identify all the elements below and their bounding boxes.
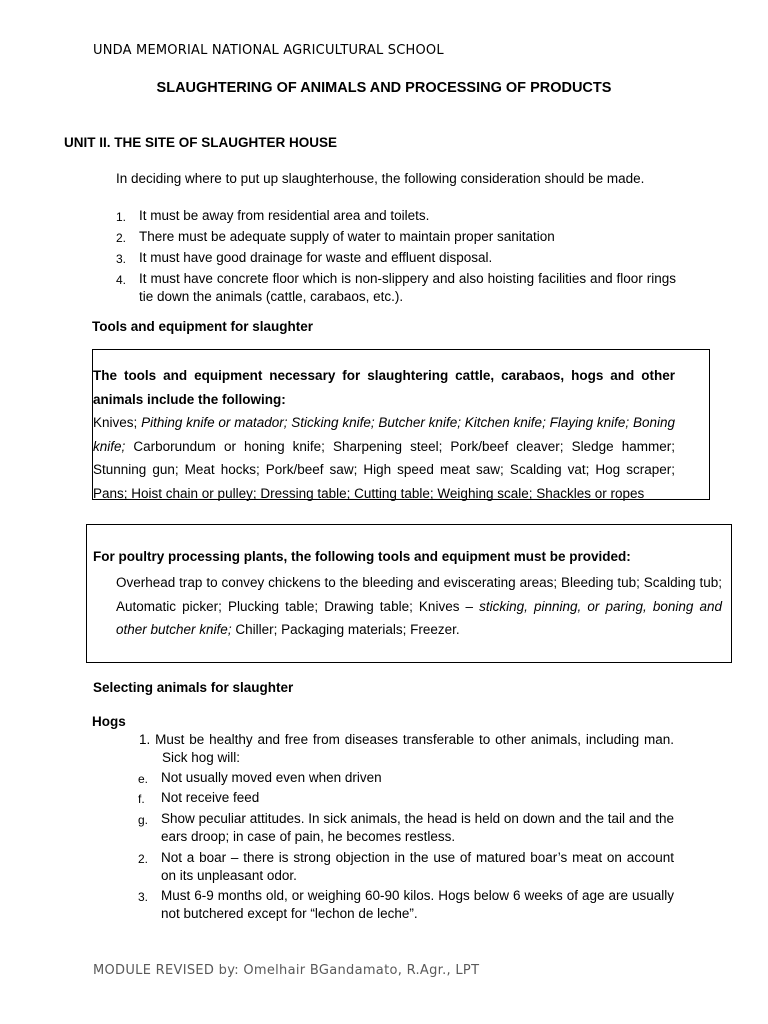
hog-item: [138, 789, 674, 808]
unit-intro: In deciding where to put up slaughterhouse, the following consideration should be made.: [116, 171, 645, 186]
slaughter-tools-intro: The tools and equipment necessary for slaughtering cattle, carabaos, hogs and other animals include the following:: [93, 368, 675, 407]
hog-item-marker: 3.: [138, 890, 149, 904]
site-item: [116, 270, 676, 306]
hog-item: [138, 849, 674, 885]
hog-item-marker: 2.: [138, 852, 149, 866]
hog-item-text: Not a boar – there is strong objection in the use of matured boar’s meat on account on its unpleasant odor.: [161, 850, 674, 883]
slaughter-tools-text: [93, 364, 675, 505]
document-title: SLAUGHTERING OF ANIMALS AND PROCESSING OF PRODUCTS: [156, 80, 612, 96]
poultry-tools-list: Overhead trap to convey chickens to the bleeding and eviscerating areas; Bleeding tub; Scalding tub; Automatic picker; Plucking table; Drawing table; Knives –: [116, 575, 722, 614]
knives-label: Knives;: [93, 415, 142, 430]
hog-item: [138, 769, 674, 788]
site-item-text: It must be away from residential area and toilets.: [139, 208, 430, 223]
site-item-text: It must have good drainage for waste and effluent disposal.: [139, 250, 493, 265]
hog-item-text: Not receive feed: [161, 790, 260, 805]
poultry-tools-rest: Chiller; Packaging materials; Freezer.: [231, 622, 460, 637]
site-item-number: 2.: [116, 231, 127, 245]
poultry-tools-text: [116, 571, 722, 642]
hog-item: [138, 810, 674, 846]
hog-item-marker: e.: [138, 772, 149, 786]
site-item-text: There must be adequate supply of water to maintain proper sanitation: [139, 229, 555, 244]
unit-heading: UNIT II. THE SITE OF SLAUGHTER HOUSE: [64, 135, 338, 150]
poultry-heading: For poultry processing plants, the following tools and equipment must be provided:: [93, 549, 631, 564]
school-name: UNDA MEMORIAL NATIONAL AGRICULTURAL SCHOOL: [93, 43, 444, 58]
site-item: [116, 249, 676, 268]
tools-heading: Tools and equipment for slaughter: [92, 319, 314, 334]
knife-types: Pithing knife or matador; Sticking knife; Butcher knife; Kitchen knife; Flaying knife; Boning knife;: [93, 415, 675, 454]
hog-item-marker: f.: [138, 792, 145, 806]
site-item-number: 1.: [116, 210, 127, 224]
hogs-label: Hogs: [92, 714, 126, 729]
site-item: [116, 207, 676, 226]
hog-item-text: Must 6-9 months old, or weighing 60-90 kilos. Hogs below 6 weeks of age are usually not butchered except for “lechon de leche”.: [161, 888, 674, 921]
hog-item-text: Show peculiar attitudes. In sick animals, the head is held on down and the tail and the ears droop; in case of pain, he becomes restless.: [161, 811, 674, 844]
site-item: [116, 228, 676, 247]
hog-item: [138, 887, 674, 923]
slaughter-tools-list: Carborundum or honing knife; Sharpening steel; Pork/beef cleaver; Sledge hammer; Stunning gun; Meat hocks; Pork/beef saw; High speed meat saw; Scalding vat; Hog scraper; Pans; Hoist chain or pulley; Dressing table; Cutting table; Weighing scale; Shackles or ropes: [93, 438, 675, 501]
site-item-text: It must have concrete floor which is non-slippery and also hoisting facilities and floor rings tie down the animals (cattle, carabaos, etc.).: [139, 271, 676, 304]
site-item-number: 4.: [116, 273, 127, 287]
poultry-tools-box: [86, 524, 732, 663]
module-footer: MODULE REVISED by: Omelhair BGandamato, R.Agr., LPT: [93, 963, 480, 978]
hog-requirement-1: 1. Must be healthy and free from diseases transferable to other animals, including man. Sick hog will:: [139, 732, 674, 765]
slaughter-tools-box: [92, 349, 710, 500]
site-item-number: 3.: [116, 252, 127, 266]
poultry-knife-types: sticking, pinning, or paring, boning and other butcher knife;: [116, 598, 722, 637]
hog-item-marker: g.: [138, 813, 149, 827]
hog-item-text: Not usually moved even when driven: [161, 770, 382, 785]
selecting-heading: Selecting animals for slaughter: [93, 680, 294, 695]
